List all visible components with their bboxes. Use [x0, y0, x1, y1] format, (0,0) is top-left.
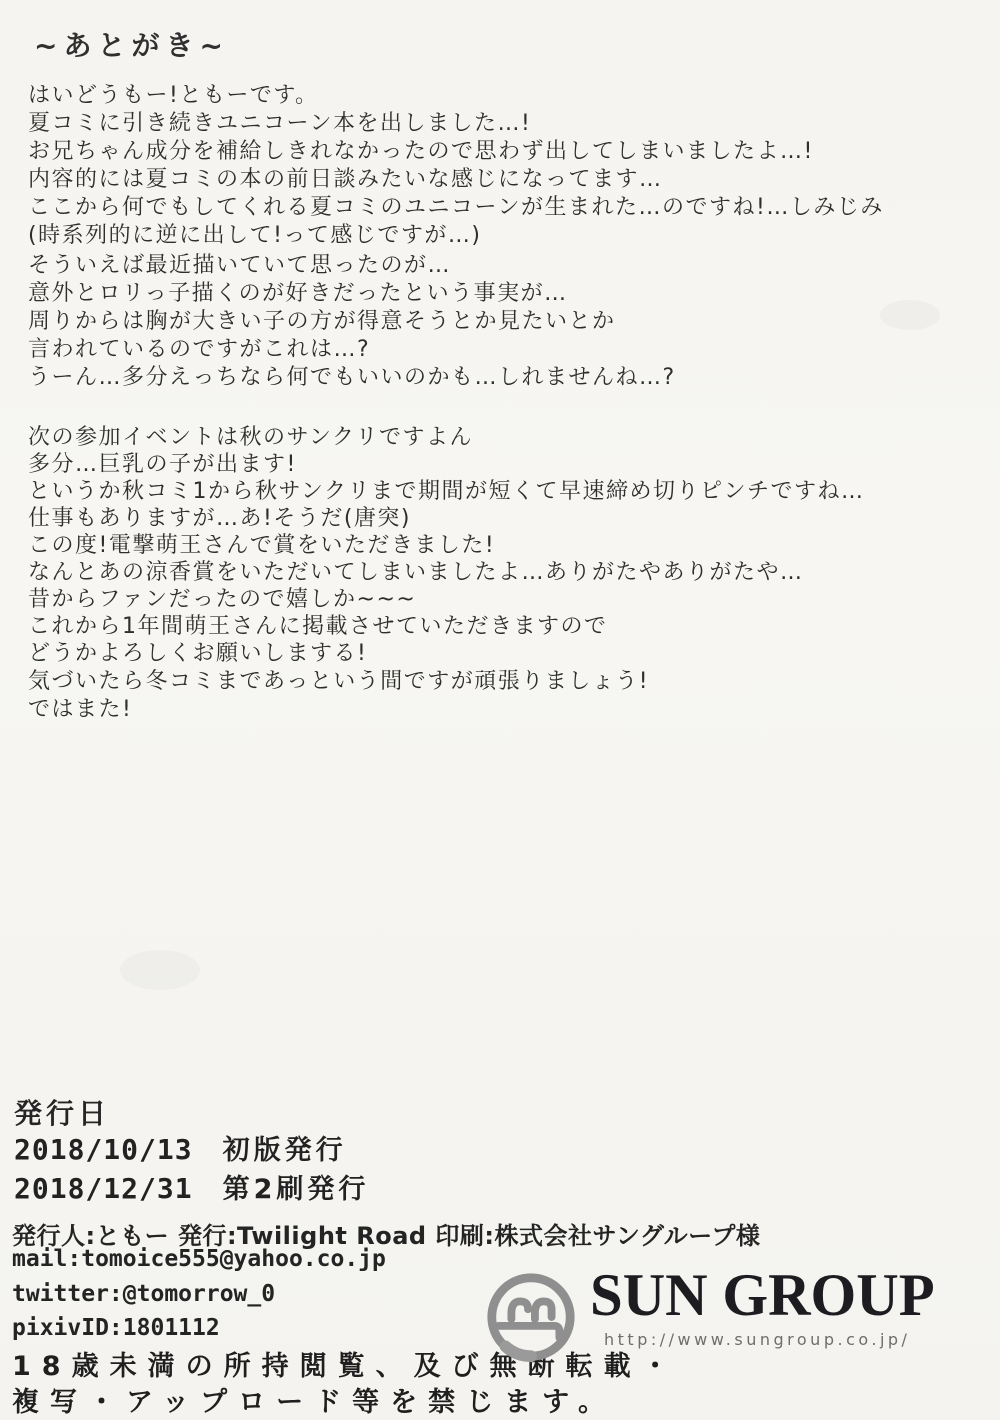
text-line: 多分…巨乳の子が出ます!	[28, 452, 297, 477]
text-line: そういえば最近描いていて思ったのが…	[28, 253, 452, 278]
edition-label: 第2刷発行	[222, 1174, 370, 1205]
edition-label: 初版発行	[222, 1135, 347, 1166]
edition-date: 2018/10/13	[14, 1133, 193, 1166]
contact-pixiv: pixivID:1801112	[12, 1315, 220, 1341]
age-restriction-notice: 18歳未満の所持閲覧、及び無断転載・	[12, 1351, 680, 1382]
text-line: なんとあの涼香賞をいただいてしまいましたよ…ありがたやありがたや…	[28, 560, 804, 585]
paragraph-recent-thoughts	[28, 252, 676, 392]
text-line: どうかよろしくお願いしまする!	[28, 641, 368, 666]
paragraph-closing	[28, 668, 649, 724]
printer-url: http://www.sungroup.co.jp/	[604, 1330, 911, 1349]
paragraph-intro	[28, 82, 884, 250]
text-line: この度!電撃萌王さんで賞をいただきました!	[28, 533, 496, 558]
printer-logo	[482, 1262, 987, 1377]
text-line: お兄ちゃん成分を補給しきれなかったので思わず出してしまいましたよ…!	[28, 139, 814, 164]
edition-date: 2018/12/31	[14, 1172, 193, 1205]
printer-logo-text	[590, 1262, 942, 1349]
contact-mail: mail:tomoice555@yahoo.co.jp	[12, 1246, 386, 1272]
text-line: 内容的には夏コミの本の前日談みたいな感じになってます…	[28, 167, 663, 192]
text-line: 気づいたら冬コミまであっという間ですが頑張りましょう!	[28, 669, 650, 694]
edition-second-print	[14, 1167, 369, 1206]
text-line: うーん…多分えっちなら何でもいいのかも…しれませんね…?	[28, 365, 676, 390]
text-line: はいどうもー!ともーです。	[28, 83, 319, 108]
age-restriction-notice: 複写・アップロード等を禁じます。	[12, 1387, 616, 1418]
scan-smudge	[880, 300, 940, 330]
text-line: これから1年間萌王さんに掲載させていただきますので	[28, 614, 608, 639]
text-line: 言われているのですがこれは…?	[28, 337, 371, 362]
text-line: ここから何でもしてくれる夏コミのユニコーンが生まれた…のですね!…しみじみ	[28, 195, 884, 220]
text-line: 周りからは胸が大きい子の方が得意そうとか見たいとか	[28, 309, 616, 334]
edition-first-print	[14, 1128, 347, 1167]
text-line: 昔からファンだったので嬉しか~~~	[28, 587, 417, 612]
sun-group-emblem-icon	[482, 1270, 580, 1368]
text-line: ではまた!	[28, 697, 133, 722]
printer-name: SUN GROUP	[590, 1262, 935, 1328]
paragraph-next-events	[28, 424, 864, 667]
text-line: (時系列的に逆に出して!って感じですが…)	[28, 223, 482, 248]
contact-twitter: twitter:@tomorrow_0	[12, 1281, 276, 1307]
text-line: というか秋コミ1から秋サンクリまで期間が短くて早速締め切りピンチですね…	[28, 479, 865, 504]
page-title: ~あとがき~	[34, 29, 229, 62]
publisher-line: 発行人:ともー 発行:Twilight Road 印刷:株式会社サングループ様	[12, 1222, 761, 1250]
text-line: 意外とロリっ子描くのが好きだったという事実が…	[28, 281, 568, 306]
scan-smudge	[120, 950, 200, 990]
colophon-heading: 発行日	[14, 1097, 111, 1130]
text-line: 仕事もありますが…あ!そうだ(唐突)	[28, 506, 411, 531]
text-line: 次の参加イベントは秋のサンクリですよん	[28, 425, 473, 450]
text-line: 夏コミに引き続きユニコーン本を出しました…!	[28, 111, 532, 136]
